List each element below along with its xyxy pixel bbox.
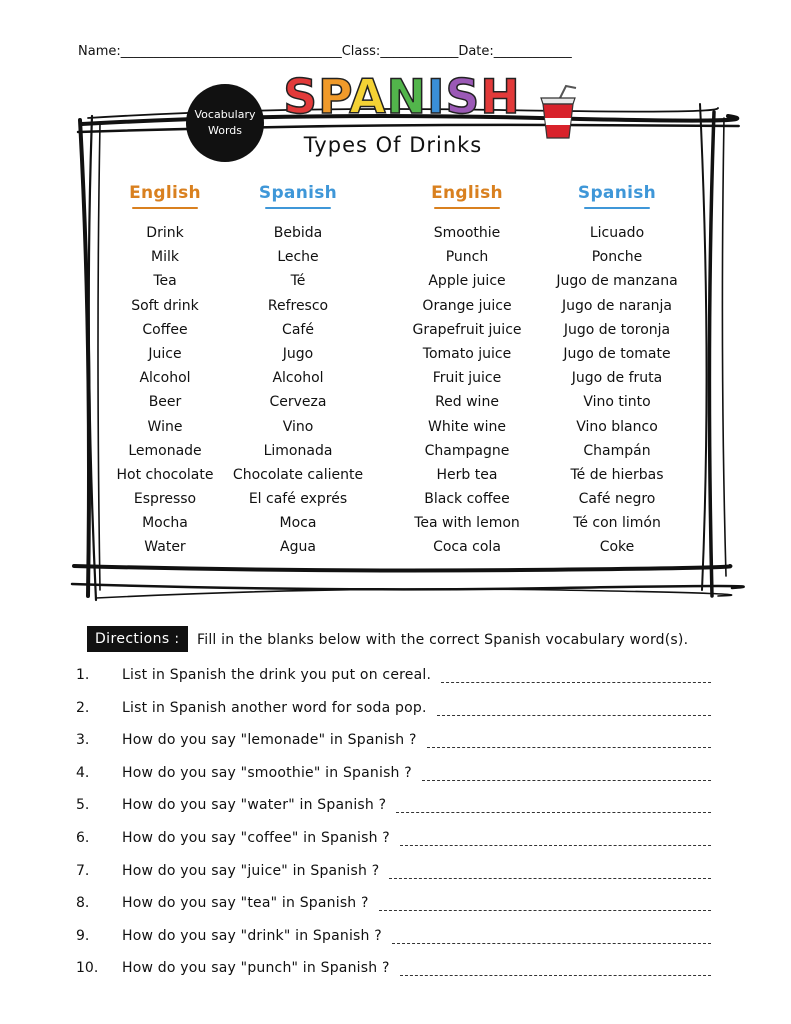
answer-blank[interactable] (400, 975, 711, 976)
vocab-word: Coffee (142, 321, 188, 338)
vocab-word: Juice (148, 345, 182, 362)
spanish-word-list (537, 222, 697, 561)
question-number: 10. (76, 960, 99, 977)
badge-line-2: Words (207, 124, 242, 137)
question-text: How do you say "coffee" in Spanish ? (122, 830, 390, 846)
question-number: 5. (76, 797, 90, 814)
badge-line-1: Vocabulary (194, 108, 256, 121)
question-number: 8. (76, 895, 90, 912)
question-item (0, 960, 791, 982)
vocab-word: Drink (146, 225, 184, 241)
class-blank[interactable]: ____________ (380, 44, 459, 59)
english-word-list (387, 222, 547, 561)
vocab-word: Alcohol (272, 370, 324, 387)
vocab-word: Red wine (435, 394, 499, 411)
vocab-word: Tea (153, 273, 177, 290)
question-item (0, 928, 791, 950)
question-text: How do you say "lemonade" in Spanish ? (122, 732, 417, 749)
vocab-word: Jugo (282, 345, 314, 362)
question-item (0, 765, 791, 787)
spanish-word-list (218, 222, 378, 561)
question-item (0, 895, 791, 917)
column-header: Spanish (577, 183, 657, 203)
column-header-underline (132, 207, 198, 209)
vocab-word: Black coffee (424, 491, 510, 508)
vocab-word: Té de hierbas (570, 466, 664, 483)
title-letter: H (480, 70, 521, 125)
vocab-word: Alcohol (139, 370, 191, 387)
vocab-word: Café (282, 321, 314, 338)
vocab-word: Coke (599, 539, 635, 556)
vocab-word: Té con limón (573, 515, 661, 532)
question-text: How do you say "tea" in Spanish ? (122, 895, 369, 912)
question-text: List in Spanish another word for soda pop. (122, 699, 427, 716)
vocab-word: Lemonade (128, 442, 202, 459)
vocabulary-words-badge (186, 84, 264, 162)
vocab-word: Champagne (424, 442, 510, 459)
question-text: How do you say "punch" in Spanish ? (122, 960, 390, 977)
date-blank[interactable]: ____________ (493, 44, 572, 59)
column-header-underline (265, 207, 331, 209)
question-text: How do you say "drink" in Spanish ? (122, 927, 382, 944)
vocab-word: Tea with lemon (414, 515, 520, 532)
soda-cup-icon (536, 84, 580, 142)
vocab-word: Bebida (273, 225, 323, 241)
answer-blank[interactable] (437, 715, 711, 716)
date-label: Date: (458, 44, 494, 59)
question-item (0, 863, 791, 885)
column-header-underline (434, 207, 500, 209)
name-label: Name: (78, 44, 121, 59)
vocab-word: Ponche (591, 249, 643, 266)
title-letter: S (283, 70, 319, 125)
answer-blank[interactable] (427, 747, 711, 748)
name-blank[interactable]: __________________________________ (120, 44, 342, 59)
directions-text: Fill in the blanks below with the correct Spanish vocabulary word(s). (197, 632, 689, 648)
vocab-word: White wine (428, 418, 506, 435)
question-number: 4. (76, 764, 90, 781)
vocab-word: Jugo de manzana (556, 273, 678, 290)
answer-blank[interactable] (379, 910, 711, 911)
vocab-word: Leche (277, 249, 319, 266)
page-subtitle: Types Of Drinks (303, 133, 483, 157)
title-letter: I (427, 70, 446, 125)
vocab-word: Té (290, 273, 306, 290)
title-letter: P (318, 70, 350, 125)
column-header: English (129, 183, 201, 203)
question-number: 6. (76, 830, 90, 846)
title-letter: N (386, 70, 427, 125)
vocab-word: Licuado (589, 225, 645, 241)
question-number: 9. (76, 927, 90, 944)
vocab-word: Smoothie (433, 225, 501, 241)
question-item (0, 797, 791, 819)
vocab-word: Orange juice (422, 297, 512, 314)
question-item (0, 830, 791, 852)
vocab-word: Coca cola (433, 539, 501, 556)
vocab-word: Café negro (578, 491, 656, 508)
question-text: How do you say "juice" in Spanish ? (122, 862, 380, 879)
vocab-word: El café exprés (248, 491, 348, 508)
question-number: 7. (76, 862, 90, 879)
vocab-word: Chocolate caliente (232, 466, 364, 483)
vocab-word: Beer (148, 394, 182, 411)
column-header: Spanish (258, 183, 338, 203)
column-header: English (431, 183, 503, 203)
vocab-word: Water (144, 539, 186, 556)
directions-label: Directions : (87, 626, 188, 652)
vocab-word: Refresco (267, 297, 329, 314)
answer-blank[interactable] (400, 845, 711, 846)
vocab-word: Jugo de toronja (563, 321, 671, 338)
question-item (0, 732, 791, 754)
vocab-word: Tomato juice (422, 345, 512, 362)
vocab-word: Espresso (133, 491, 197, 508)
vocab-word: Jugo de tomate (563, 345, 671, 362)
question-item (0, 667, 791, 689)
answer-blank[interactable] (392, 943, 711, 944)
class-label: Class: (341, 44, 381, 59)
page-title (282, 70, 522, 125)
question-text: How do you say "water" in Spanish ? (122, 797, 387, 814)
vocab-word: Vino blanco (576, 418, 658, 435)
vocab-word: Vino (282, 418, 314, 435)
vocab-word: Herb tea (436, 466, 498, 483)
question-number: 1. (76, 667, 90, 683)
vocab-word: Wine (147, 418, 183, 435)
answer-blank[interactable] (389, 878, 711, 879)
vocab-word: Fruit juice (432, 370, 502, 387)
vocab-word: Mocha (142, 515, 188, 532)
question-text: List in Spanish the drink you put on cereal. (122, 667, 432, 683)
vocab-word: Grapefruit juice (412, 321, 522, 338)
vocab-word: Champán (583, 442, 651, 459)
vocab-word: Punch (445, 249, 489, 266)
vocab-word: Jugo de naranja (562, 297, 672, 314)
title-letter: S (445, 70, 481, 125)
question-text: How do you say "smoothie" in Spanish ? (122, 764, 412, 781)
answer-blank[interactable] (396, 812, 711, 813)
vocab-word: Cerveza (269, 394, 327, 411)
question-number: 3. (76, 732, 90, 749)
vocab-word: Moca (279, 515, 317, 532)
vocab-word: Vino tinto (583, 394, 651, 411)
vocab-word: Hot chocolate (116, 466, 214, 483)
vocab-word: Milk (151, 249, 179, 266)
vocab-word: Apple juice (428, 273, 506, 290)
answer-blank[interactable] (441, 682, 711, 683)
vocab-word: Jugo de fruta (571, 370, 663, 387)
column-header-underline (584, 207, 650, 209)
vocab-word: Soft drink (131, 297, 199, 314)
question-item (0, 700, 791, 722)
answer-blank[interactable] (422, 780, 711, 781)
title-letter: A (349, 70, 387, 125)
question-number: 2. (76, 699, 90, 716)
vocab-word: Agua (280, 539, 316, 556)
vocab-word: Limonada (263, 442, 333, 459)
